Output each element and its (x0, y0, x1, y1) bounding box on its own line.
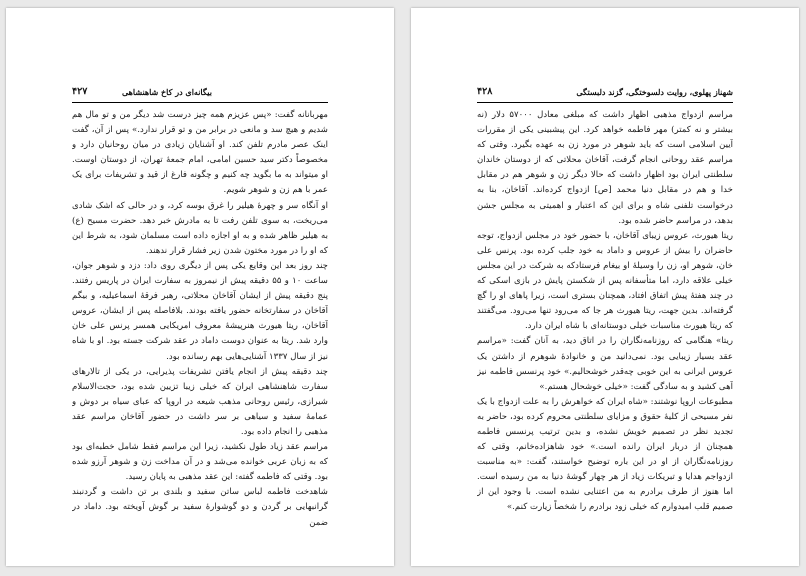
page-header (477, 86, 733, 103)
paragraph: چند روز بعد این وقایع یکی پس از دیگری روی داد: دزد و شوهر جوان، ساعت ۱۰ و ۵۵ دقیقه پیش از نیمروز به سفارت ایران در پاریس رفتند. پنج دقیقه پیش از ایشان آقاخان محلاتی، رهبر فرقهٔ اسماعیلیه، و بیگم آقاخان در سفارتخانه حضور یافته بودند. بلافاصله پس از ایشان، عروس آقاخان، ریتا هیورث هنرپیشهٔ معروف امریکایی همسر پرنس علی خان وارد شد. ریتا به عنوان دوست داماد در عقد شرکت جسته بود. او با شاه نیز از سال ۱۳۳۷ آشنایی‌هایی بهم رسانده بود. (72, 260, 328, 362)
paragraph: ریتا» هنگامی که روزنامه‌نگاران را در اتاق دید، به آنان گفت: «مراسم عقد بسیار زیبایی بود. نمی‌دانید من و خانوادهٔ شوهرم از داشتن یک عروس ایرانی به این خوبی چه‌قدر خوشحالیم.» خود پرنسس فاطمه نیز آهی کشید و به سادگی گفت: «خیلی خوشحال هستم.» (477, 336, 733, 392)
page-body (72, 108, 328, 536)
paragraph: شاهدخت فاطمه لباس ساتن سفید و بلندی بر تن داشت و گردنبند گرانبهایی بر گردن و دو گوشوارهٔ سفید بر گوش آویخته بود. داماد در ضمن (72, 487, 328, 528)
page-body (477, 108, 733, 536)
paragraph: او آنگاه سر و چهرهٔ هیلیر را غرق بوسه کرد، و در حالی که اشک شادی می‌ریخت، به سوی تلفن رفت تا به مادرش خبر دهد. حضرت مسیح (ع) به هیلیر ظاهر شده و به او اجازه داده است مسلمان شود، به شرط این که او را در مورد مختون شدن زیر فشار قرار ندهند. (72, 200, 328, 256)
running-title: شهناز پهلوی، روایت دلسوختگی، گزند دلبستگی (576, 87, 733, 97)
page-number: ۴۲۷ (72, 86, 88, 97)
running-title: بیگانه‌ای در کاخ شاهنشاهی (122, 87, 212, 97)
paragraph: مراسم ازدواج مذهبی اظهار داشت که مبلغی معادل ۵۷۰۰۰ دلار (نه بیشتر و نه کمتر) مهر فاطمه خواهد کرد. این پیشبینی یکی از مقررات آیین اسلامی است که باید شوهر در مورد زن به عهده بگیرد. وقتی که مراسم عقد روحانی انجام گرفت، آقاخان محلاتی که از دوستان خاندان سلطنتی ایران بود اظهار داشت که حالا دیگر زن و شوهر هم در مقابل خدا و هم در مقابل دنیا محمد [ص] ازدواج کرده‌اند. آقاخان، بنا به درخواست تلفنی شاه و برای این که اعتبار و اهمیتی به مجلس جشن بدهد، در مراسم حاضر شده بود. (477, 110, 733, 226)
page-number: ۴۲۸ (477, 86, 493, 97)
paragraph: چند دقیقه پیش از انجام یافتن تشریفات پذیرایی، در یکی از تالارهای سفارت شاهنشاهی ایران که خیلی زیبا تزیین شده بود، حجت‌الاسلام شیرازی، رئیس روحانی مذهب شیعه در اروپا که عبای سیاه بر دوش و عمامهٔ سفید و سیاهی بر سر داشت در حضور آقاخان مراسم عقد مذهبی را انجام داده بود. (72, 366, 328, 437)
paragraph: مهربانانه گفت: «پس عزیزم همه چیز درست شد دیگر من و تو مال هم شدیم و هیچ سد و مانعی در برابر من و تو قرار ندارد.» پس از آن، گفت اینک عصر مادرم تلفن کند. او آشنایان زیادی در میان روحانیان دارد و مخصوصاً دکتر سید حسین امامی، امام جمعهٔ تهران، از دوستان اوست. او میتواند به ما بگوید چه کنیم و چگونه فارغ از قید و تشریفات برای یک عمر با هم زن و شوهر شویم. (72, 110, 328, 196)
right-page (411, 8, 799, 566)
paragraph: ریتا هیورث، عروس زیبای آقاخان، با حضور خود در مجلس ازدواج، توجه حاضران را بیش از عروس و داماد به خود جلب کرده بود. پرنس علی خان، شوهر او، زن را وسیلهٔ او بیغام فرستادکه به شرکت در این مجلس خیلی علاقه دارد، اما متأسفانه پس از شکستن پایش در بازی اسکی که در چند هفتهٔ پیش اتفاق افتاد، همچنان بستری است، زیرا پاهای او را گچ گرفته‌اند. بدین جهت، ریتا هیورث هر جا که می‌رود تنها می‌رود. می‌گفتند که ریتا هیورث مناسبات خیلی دوستانه‌ای با شاه ایران دارد. (477, 230, 733, 332)
page-header (72, 86, 328, 103)
paragraph: مراسم عقد زیاد طول نکشید، زیرا این مراسم فقط شامل خطبه‌ای بود که به زبان عربی خوانده می‌شد و در آن مداخت زن و شوهر آرزو شده بود. وقتی که فاطمه گفته: این عقد مذهبی به پایان رسید. (72, 442, 328, 483)
paragraph: مطبوعات اروپا نوشتند: «شاه ایران که خواهرش را به علت ازدواج با یک نفر مسیحی از کلیهٔ حقوق و مزایای سلطنتی محروم کرده بود، حاضر به تجدید نظر در تصمیم خویش نشده، و بدین ترتیب پرنسس فاطمه همچنان از دربار ایران رانده است.» خود شاهزاده‌خانم، وقتی که روزنامه‌نگاران از او در این باره توضیح خواستند، گفت: «به مناسبت ازدواجم هدایا و تبریکات زیاد از هر چهار گوشهٔ دنیا به من رسیده است. اما هنوز از طرف برادرم به من اعتنایی نشده است. با وجود این از صمیم قلب امیدوارم که خیلی زود برادرم را شخصاً زیارت کنم.» (477, 396, 733, 513)
left-page (6, 8, 394, 566)
